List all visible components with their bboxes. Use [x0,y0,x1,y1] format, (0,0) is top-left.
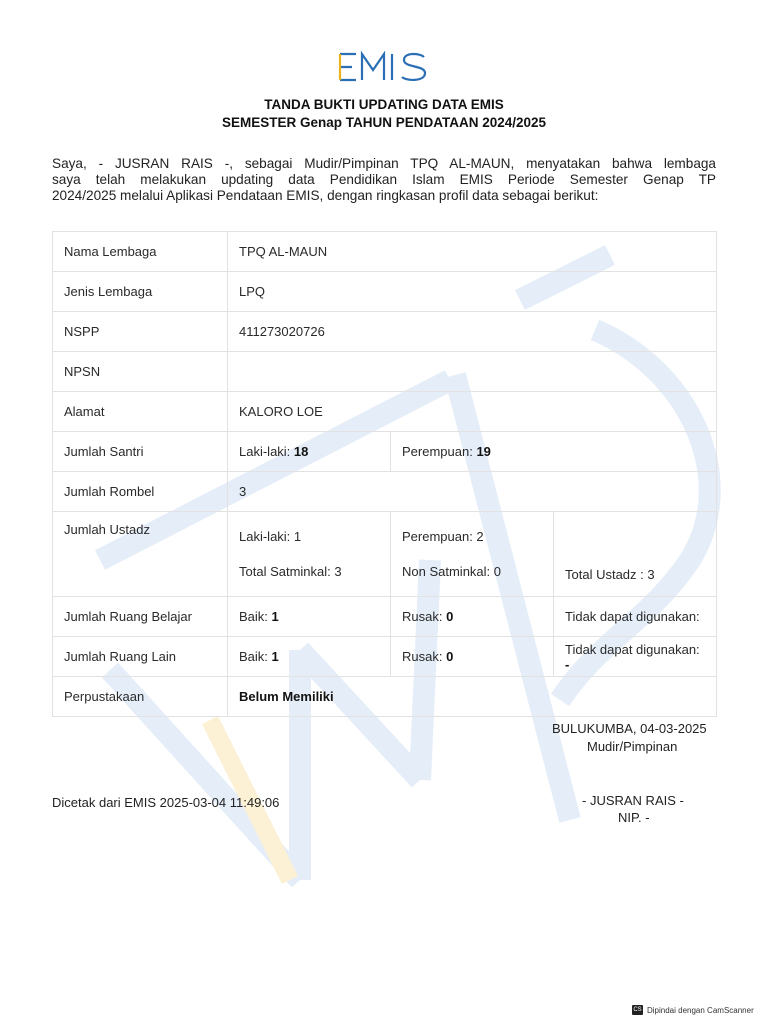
ustadz-perempuan: Perempuan: 2 [402,529,484,544]
table-row-nama-lembaga [53,232,717,272]
ustadz-col-2 [391,512,554,597]
row-label: Nama Lembaga [53,232,228,272]
row-value [228,352,717,392]
ustadz-laki: Laki-laki: 1 [239,529,302,544]
ustadz-non-satminkal: Non Satminkal: 0 [402,564,501,579]
row-label: Jenis Lembaga [53,272,228,312]
signature-nip: NIP. - [618,810,650,825]
ruang-lain-baik-cell [228,637,391,677]
signature-name: - JUSRAN RAIS - [582,793,684,808]
signature-place-date: BULUKUMBA, 04-03-2025 [552,721,707,736]
santri-perempuan-value: 19 [476,444,491,459]
row-label: Jumlah Ruang Belajar [53,597,228,637]
row-value: TPQ AL-MAUN [228,232,717,272]
ustadz-total-satminkal: Total Satminkal: 3 [239,564,342,579]
ustadz-col-1 [228,512,391,597]
table-row-ruang-lain [53,637,717,677]
row-label: Jumlah Ruang Lain [53,637,228,677]
ustadz-total: Total Ustadz : 3 [565,567,655,582]
rusak-label: Rusak: [402,649,443,664]
document-title: TANDA BUKTI UPDATING DATA EMIS [264,97,504,112]
perpustakaan-value: Belum Memiliki [239,689,334,704]
camscanner-text: Dipindai dengan CamScanner [647,1005,754,1015]
santri-laki-value: 18 [293,444,309,459]
row-value [228,677,717,717]
tidak-value: - [565,656,570,672]
intro-line-3: 2024/2025 melalui Aplikasi Pendataan EMIS, dengan ringkasan profil data sebagai berikut: [52,188,599,203]
tidak-label: Tidak dapat digunakan: [565,641,700,657]
intro-paragraph [52,156,716,204]
santri-perempuan-cell [391,432,717,472]
ustadz-col-3 [554,512,717,597]
baik-label: Baik: [239,609,268,624]
signature-role: Mudir/Pimpinan [587,739,678,754]
ruang-lain-tidak-cell [554,637,717,677]
row-label: Jumlah Rombel [53,472,228,512]
santri-perempuan-label: Perempuan: [402,444,473,459]
row-value: 3 [228,472,717,512]
intro-line-1: Saya, - JUSRAN RAIS -, sebagai Mudir/Pimpinan TPQ AL-MAUN, menyatakan bahwa lembaga [52,156,716,171]
tidak-label: Tidak dapat digunakan: [565,609,700,624]
table-row-jumlah-santri [53,432,717,472]
ruang-lain-rusak-cell [391,637,554,677]
rusak-value: 0 [446,609,454,624]
document-subtitle: SEMESTER Genap TAHUN PENDATAAN 2024/2025 [221,115,547,130]
table-row-jenis-lembaga [53,272,717,312]
rusak-label: Rusak: [402,609,443,624]
intro-line-2: saya telah melakukan updating data Pendidikan Islam EMIS Periode Semester Genap TP [52,172,716,187]
printed-timestamp: Dicetak dari EMIS 2025-03-04 11:49:06 [52,795,280,810]
row-label: NPSN [53,352,228,392]
table-row-jumlah-rombel [53,472,717,512]
row-value: KALORO LOE [228,392,717,432]
table-row-nspp [53,312,717,352]
table-row-perpustakaan [53,677,717,717]
ruang-belajar-rusak-cell [391,597,554,637]
camscanner-watermark [632,1005,754,1015]
santri-laki-label: Laki-laki: [239,444,291,459]
rusak-value: 0 [446,649,454,664]
table-row-ruang-belajar [53,597,717,637]
row-label: NSPP [53,312,228,352]
row-value: LPQ [228,272,717,312]
camscanner-icon: CS [633,1007,642,1013]
row-label: Jumlah Santri [53,432,228,472]
row-label: Alamat [53,392,228,432]
santri-laki-cell [228,432,391,472]
row-label: Perpustakaan [53,677,228,717]
row-value: 411273020726 [228,312,717,352]
ruang-belajar-tidak-cell [554,597,717,637]
baik-value: 1 [271,649,279,664]
row-label: Jumlah Ustadz [53,512,228,597]
profile-table [52,231,717,717]
table-row-jumlah-ustadz [53,512,717,597]
ruang-belajar-baik-cell [228,597,391,637]
table-row-alamat [53,392,717,432]
table-row-npsn [53,352,717,392]
emis-logo-icon [338,50,430,84]
baik-value: 1 [271,609,279,624]
baik-label: Baik: [239,649,268,664]
